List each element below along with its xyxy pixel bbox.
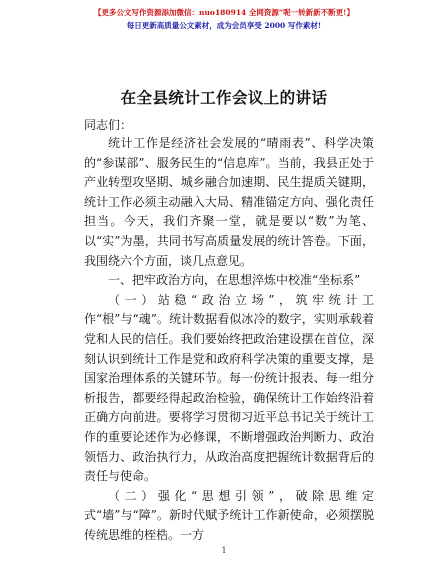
subsection-paragraph-2: （二）强化“思想引领”，破除思维定式“墙”与“障”。新时代赋予统计工作新使命，必须摆脱传统思维的桎梏。一方 [84, 488, 374, 542]
section-heading-1: 一、把牢政治方向，在思想淬炼中校准“坐标系” [108, 273, 361, 288]
promo-banner-line-2: 每日更新高质量公文素材，成为会员享受 2000 写作素材! [126, 21, 322, 30]
subsection-paragraph-1: （一）站稳“政治立场”，筑牢统计工作“根”与“魂”。统计数据看似冰冷的数字，实则承载着党和人民的信任。我们要始终把政治建设摆在首位，深刻认识到统计工作是党和政府科学决策的重要支撑，是国家治理体系的关键环节。每一份统计报表、每一组分析报告，都要经得起政治检验，确保统计工作始终沿着正确方向前进。要将学习贯彻习近平总书记关于统计工作的重要论述作为必修课，不断增强政治判断力、政治领悟力、政治执行力，从政治高度把握统计数据背后的责任与使命。 [84, 292, 374, 484]
promo-banner-line-1: 【更多公文写作资源添加微信：nuo180914 全网资源“呢一转新新不断更!】 [94, 8, 354, 17]
salutation: 同志们： [84, 118, 133, 132]
page-number: 1 [221, 546, 227, 555]
document-body [84, 134, 374, 545]
promo-banner [0, 6, 448, 32]
intro-paragraph: 统计工作是经济社会发展的“晴雨表”、科学决策的“参谋部”、服务民生的“信息库”。当前，我县正处于产业转型攻坚期、城乡融合加速期、民生提质关键期，统计工作必须主动融入大局、精准锚定方向、强化责任担当。今天，我们齐聚一堂，就是要以“数”为笔、以“实”为墨，共同书写高质量发展的统计答卷。下面，我围绕六个方面，谈几点意见。 [84, 136, 374, 268]
document-title: 在全县统计工作会议上的讲话 [120, 88, 328, 107]
